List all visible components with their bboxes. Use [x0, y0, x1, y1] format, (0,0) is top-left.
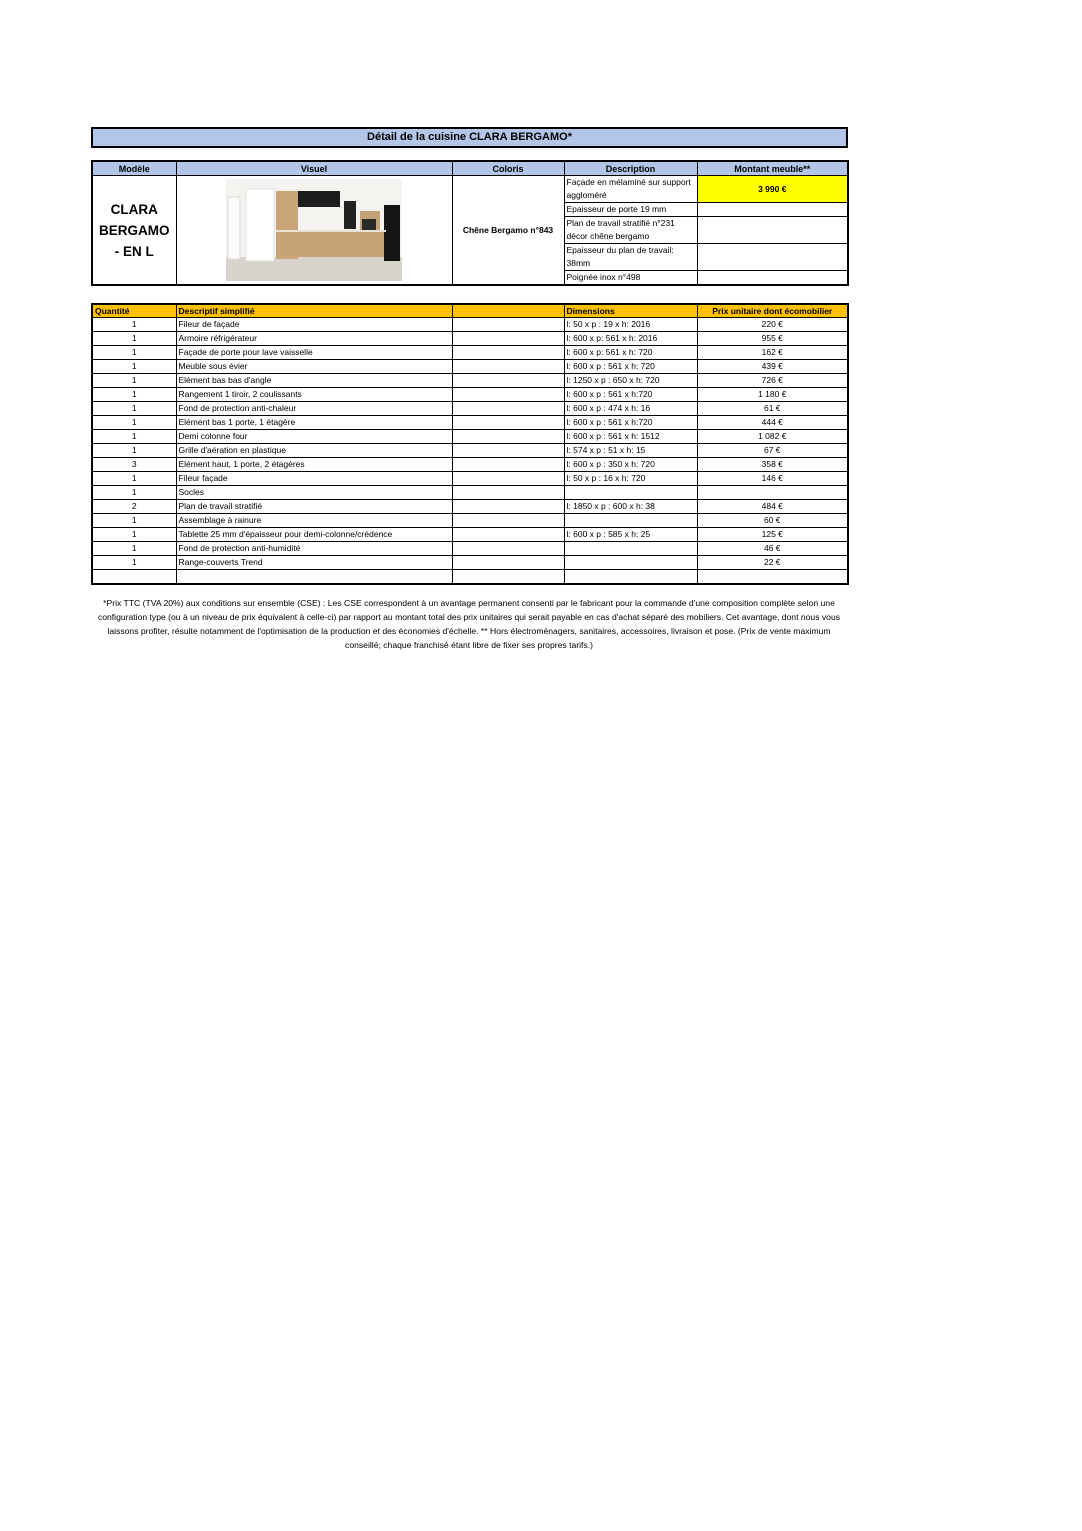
qty-cell: 1: [92, 514, 176, 528]
qty-cell: 1: [92, 360, 176, 374]
table-row: [92, 472, 848, 486]
description-cell: [176, 570, 452, 585]
qty-cell: 1: [92, 332, 176, 346]
blank-cell: [452, 486, 564, 500]
dimensions-cell: l: 600 x p : 350 x h: 720: [564, 458, 697, 472]
coloris-value: Chêne Bergamo n°843: [452, 176, 564, 286]
header-prix: Prix unitaire dont écomobilier: [697, 304, 848, 318]
footnote: *Prix TTC (TVA 20%) aux conditions sur ensemble (CSE) : Les CSE correspondent à un avantage permanent consenti par le fabricant pour la commande d'une composition complète selon une configuration type (ou à un niveau de prix équivalent à celle-ci) par rapport au montant total des prix unitaires qui serait payable en cas d'achat séparé des mobiliers. Cet avantage, dont nous vous laissons profiter, résulte notamment de l'optimisation de la production et des économies d'échelle. ** Hors électroménagers, sanitaires, accessoires, livraison et pose. (Prix de vente maximum conseillé; chaque franchisé étant libre de fixer ses propres tarifs.): [97, 598, 841, 650]
price-cell: 955 €: [697, 332, 848, 346]
amount-empty-cell: [697, 203, 848, 217]
dimensions-cell: [564, 542, 697, 556]
qty-cell: 1: [92, 388, 176, 402]
description-cell: Meuble sous évier: [176, 360, 452, 374]
table-row: [92, 416, 848, 430]
price-cell: 220 €: [697, 318, 848, 332]
qty-cell: 1: [92, 318, 176, 332]
header-dimensions: Dimensions: [564, 304, 697, 318]
blank-cell: [452, 444, 564, 458]
description-cell: Rangement 1 tiroir, 2 coulissants: [176, 388, 452, 402]
header-quantite: Quantité: [92, 304, 176, 318]
price-cell: [697, 570, 848, 585]
model-summary-table: [91, 160, 849, 286]
table-row: [92, 360, 848, 374]
description-item: Façade en mélaminé sur support aggloméré: [564, 176, 697, 203]
price-cell: 61 €: [697, 402, 848, 416]
dimensions-cell: [564, 556, 697, 570]
dimensions-cell: l: 600 x p : 474 x h: 16: [564, 402, 697, 416]
table-row: [92, 556, 848, 570]
description-cell: Tablette 25 mm d'épaisseur pour demi-colonne/crédence: [176, 528, 452, 542]
description-cell: Armoire réfrigérateur: [176, 332, 452, 346]
header-description: Description: [564, 161, 697, 176]
dimensions-cell: l: 600 x p: 561 x h: 720: [564, 346, 697, 360]
table-row: [92, 374, 848, 388]
table-row: [92, 444, 848, 458]
description-cell: Fond de protection anti-chaleur: [176, 402, 452, 416]
model-name: CLARA BERGAMO - EN L: [92, 176, 176, 286]
table-row: [92, 486, 848, 500]
dimensions-cell: l: 1250 x p : 650 x h: 720: [564, 374, 697, 388]
items-table: [91, 303, 849, 585]
description-cell: Elément bas bas d'angle: [176, 374, 452, 388]
qty-cell: 1: [92, 472, 176, 486]
table-row: [92, 458, 848, 472]
page-title: Détail de la cuisine CLARA BERGAMO*: [91, 127, 848, 148]
dimensions-cell: l: 50 x p : 19 x h: 2016: [564, 318, 697, 332]
description-cell: Plan de travail stratifié: [176, 500, 452, 514]
blank-cell: [452, 332, 564, 346]
price-cell: 358 €: [697, 458, 848, 472]
price-cell: 146 €: [697, 472, 848, 486]
description-cell: Assemblage à rainure: [176, 514, 452, 528]
blank-cell: [452, 472, 564, 486]
blank-cell: [452, 528, 564, 542]
kitchen-image: [226, 179, 402, 281]
price-cell: 162 €: [697, 346, 848, 360]
header-montant: Montant meuble**: [697, 161, 848, 176]
dimensions-cell: l: 600 x p: 561 x h: 2016: [564, 332, 697, 346]
blank-cell: [452, 570, 564, 585]
blank-cell: [452, 430, 564, 444]
dimensions-cell: l: 600 x p : 561 x h: 1512: [564, 430, 697, 444]
qty-cell: 1: [92, 430, 176, 444]
qty-cell: 1: [92, 528, 176, 542]
table-row: [92, 332, 848, 346]
blank-cell: [452, 416, 564, 430]
price-cell: 125 €: [697, 528, 848, 542]
amount-value: 3 990 €: [697, 176, 848, 203]
price-cell: 1 180 €: [697, 388, 848, 402]
table-row: [92, 388, 848, 402]
blank-cell: [452, 374, 564, 388]
qty-cell: 1: [92, 542, 176, 556]
price-cell: 60 €: [697, 514, 848, 528]
blank-cell: [452, 542, 564, 556]
qty-cell: 1: [92, 486, 176, 500]
description-cell: Grille d'aération en plastique: [176, 444, 452, 458]
blank-cell: [452, 388, 564, 402]
dimensions-cell: l: 1850 x p : 600 x h: 38: [564, 500, 697, 514]
blank-cell: [452, 318, 564, 332]
price-cell: 439 €: [697, 360, 848, 374]
dimensions-cell: [564, 570, 697, 585]
price-cell: 67 €: [697, 444, 848, 458]
description-cell: Fileur façade: [176, 472, 452, 486]
blank-cell: [452, 346, 564, 360]
description-cell: Demi colonne four: [176, 430, 452, 444]
price-cell: 22 €: [697, 556, 848, 570]
blank-cell: [452, 402, 564, 416]
description-cell: Elément bas 1 porte, 1 étagère: [176, 416, 452, 430]
qty-cell: 1: [92, 444, 176, 458]
blank-cell: [452, 360, 564, 374]
table-row: [92, 500, 848, 514]
dimensions-cell: [564, 486, 697, 500]
description-item: Plan de travail stratifié n°231 décor chêne bergamo: [564, 217, 697, 244]
qty-cell: 1: [92, 402, 176, 416]
description-cell: Fileur de façade: [176, 318, 452, 332]
table-row: [92, 318, 848, 332]
price-cell: [697, 486, 848, 500]
blank-cell: [452, 500, 564, 514]
header-blank: [452, 304, 564, 318]
table-row: [92, 346, 848, 360]
price-cell: 444 €: [697, 416, 848, 430]
dimensions-cell: l: 600 x p : 561 x h:720: [564, 388, 697, 402]
qty-cell: [92, 570, 176, 585]
table-row: [92, 402, 848, 416]
description-item: Epaisseur du plan de travail: 38mm: [564, 244, 697, 271]
dimensions-cell: l: 600 x p : 561 x h: 720: [564, 360, 697, 374]
kitchen-visual: [176, 176, 452, 286]
qty-cell: 1: [92, 416, 176, 430]
table-row: [92, 570, 848, 585]
amount-empty-cell: [697, 244, 848, 271]
dimensions-cell: l: 600 x p : 561 x h:720: [564, 416, 697, 430]
header-coloris: Coloris: [452, 161, 564, 176]
blank-cell: [452, 556, 564, 570]
header-visuel: Visuel: [176, 161, 452, 176]
dimensions-cell: l: 600 x p : 585 x h: 25: [564, 528, 697, 542]
description-cell: Façade de porte pour lave vaisselle: [176, 346, 452, 360]
amount-empty-cell: [697, 271, 848, 286]
dimensions-cell: [564, 514, 697, 528]
price-cell: 1 082 €: [697, 430, 848, 444]
blank-cell: [452, 514, 564, 528]
table-row: [92, 542, 848, 556]
qty-cell: 2: [92, 500, 176, 514]
price-cell: 726 €: [697, 374, 848, 388]
qty-cell: 1: [92, 374, 176, 388]
qty-cell: 1: [92, 346, 176, 360]
description-cell: Fond de protection anti-humidité: [176, 542, 452, 556]
price-cell: 484 €: [697, 500, 848, 514]
table-row: [92, 430, 848, 444]
table-row: [92, 528, 848, 542]
blank-cell: [452, 458, 564, 472]
price-cell: 46 €: [697, 542, 848, 556]
description-cell: Range-couverts Trend: [176, 556, 452, 570]
table-row: [92, 514, 848, 528]
amount-empty-cell: [697, 217, 848, 244]
description-item: Poignée inox n°498: [564, 271, 697, 286]
description-item: Epaisseur de porte 19 mm: [564, 203, 697, 217]
qty-cell: 3: [92, 458, 176, 472]
qty-cell: 1: [92, 556, 176, 570]
header-descriptif: Descriptif simplifié: [176, 304, 452, 318]
description-cell: Socles: [176, 486, 452, 500]
dimensions-cell: l: 574 x p : 51 x h: 15: [564, 444, 697, 458]
description-cell: Elément haut, 1 porte, 2 étagères: [176, 458, 452, 472]
dimensions-cell: l: 50 x p : 16 x h: 720: [564, 472, 697, 486]
header-modele: Modèle: [92, 161, 176, 176]
